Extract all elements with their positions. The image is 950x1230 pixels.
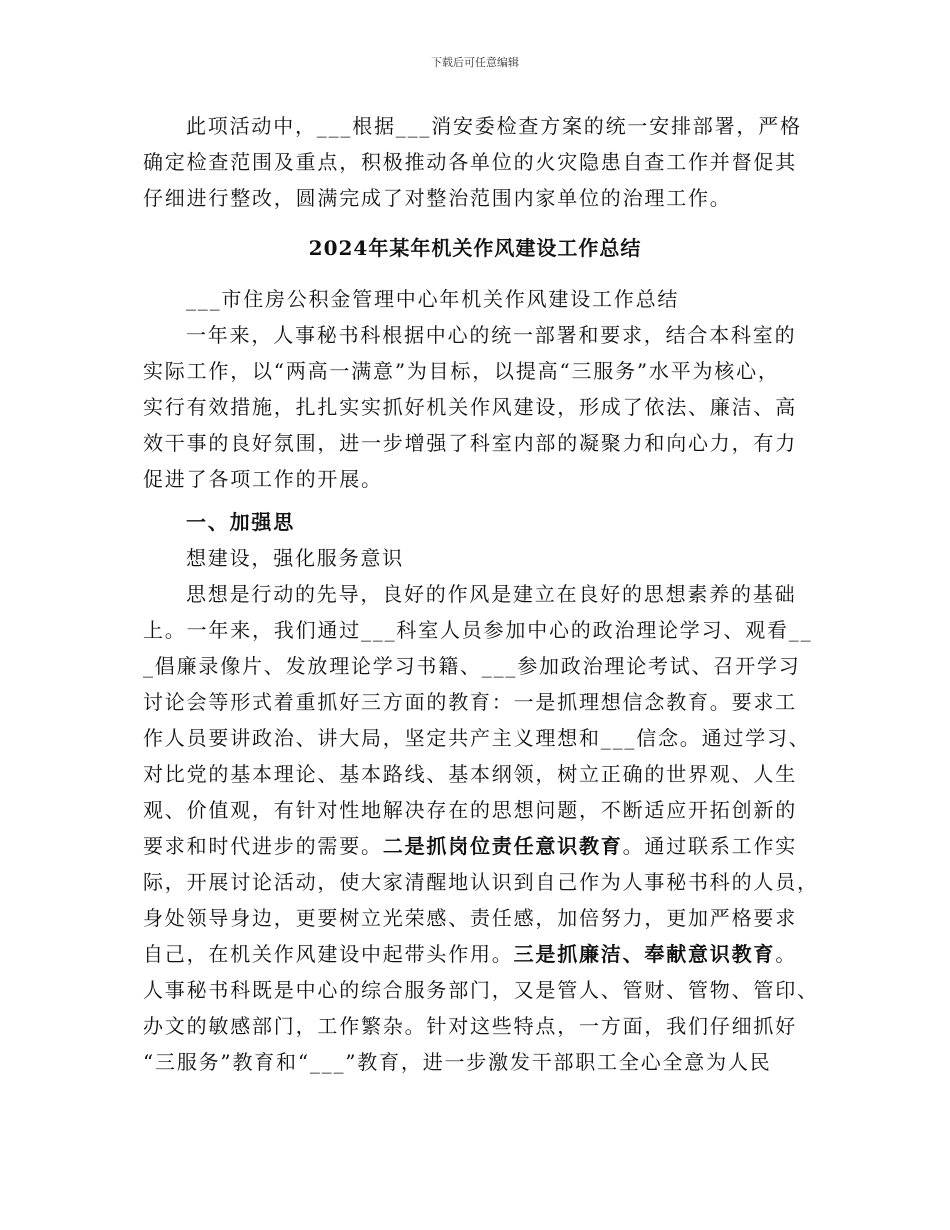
intro-line-3: 仔细进行整改，圆满完成了对整治范围内家单位的治理工作。 xyxy=(143,186,732,210)
para2-line-10: 身处领导身边，更要树立光荣感、责任感，加倍努力，更加严格要求 xyxy=(143,906,797,930)
para1-line-3: 实行有效措施，扎扎实实抓好机关作风建设，形成了依法、廉洁、高 xyxy=(143,395,797,419)
para2-line-3: _倡廉录像片、发放理论学习书籍、___参加政治理论考试、召开学习 xyxy=(143,654,801,678)
para2-line-1: 思想是行动的先导，良好的作风是建立在良好的思想素养的基础 xyxy=(186,582,797,606)
para2-line-9: 际，开展讨论活动，使大家清醒地认识到自己作为人事秘书科的人员， xyxy=(143,870,819,894)
para2-line-2: 上。一年来，我们通过___科室人员参加中心的政治理论学习、观看__ xyxy=(143,618,813,642)
para1-line-2: 实际工作，以“两高一满意”为目标，以提高“三服务”水平为核心， xyxy=(143,359,780,383)
section1-subheading: 想建设，强化服务意识 xyxy=(186,546,404,570)
document-title: 2024年某年机关作风建设工作总结 xyxy=(308,236,642,260)
section1-heading: 一、加强思 xyxy=(186,510,295,534)
para2-line-4: 讨论会等形式着重抓好三方面的教育：一是抓理想信念教育。要求工 xyxy=(143,690,797,714)
para2-line-11-text-c: 。 xyxy=(775,942,798,966)
para2-line-7: 观、价值观，有针对性地解决存在的思想问题，不断适应开拓创新的 xyxy=(143,798,797,822)
para2-line-14: “三服务”教育和“___”教育，进一步激发干部职工全心全意为人民 xyxy=(143,1050,772,1074)
para2-line-11-text-a: 自己，在机关作风建设中起带头作用。 xyxy=(143,942,514,966)
intro-line-2: 确定检查范围及重点，积极推动各单位的火灾隐患自查工作并督促其 xyxy=(143,150,797,174)
para2-line-13: 办文的敏感部门，工作繁杂。针对这些特点，一方面，我们仔细抓好 xyxy=(143,1014,797,1038)
emphasis-duty-awareness: 二是抓岗位责任意识教育 xyxy=(382,834,623,858)
para1-line-5: 促进了各项工作的开展。 xyxy=(143,467,383,491)
para2-line-6: 对比党的基本理论、基本路线、基本纲领，树立正确的世界观、人生 xyxy=(143,762,797,786)
para2-line-12: 人事秘书科既是中心的综合服务部门，又是管人、管财、管物、管印、 xyxy=(143,978,819,1002)
page-header: 下载后可任意编辑 xyxy=(431,56,519,69)
intro-line-1: 此项活动中，___根据___消安委检查方案的统一安排部署，严格 xyxy=(186,114,802,138)
para2-line-11 xyxy=(143,942,797,966)
para2-line-8-text-a: 要求和时代进步的需要。 xyxy=(143,834,383,858)
document-subtitle: ___市住房公积金管理中心年机关作风建设工作总结 xyxy=(186,287,680,311)
para2-line-8-text-c: 。通过联系工作实 xyxy=(622,834,798,858)
para1-line-4: 效干事的良好氛围，进一步增强了科室内部的凝聚力和向心力，有力 xyxy=(143,431,797,455)
para1-line-1: 一年来，人事秘书科根据中心的统一部署和要求，结合本科室的 xyxy=(186,323,797,347)
para2-line-5: 作人员要讲政治、讲大局，坚定共产主义理想和___信念。通过学习、 xyxy=(143,726,811,750)
emphasis-integrity-dedication: 三是抓廉洁、奉献意识教育 xyxy=(513,942,776,966)
para2-line-8 xyxy=(143,834,797,858)
